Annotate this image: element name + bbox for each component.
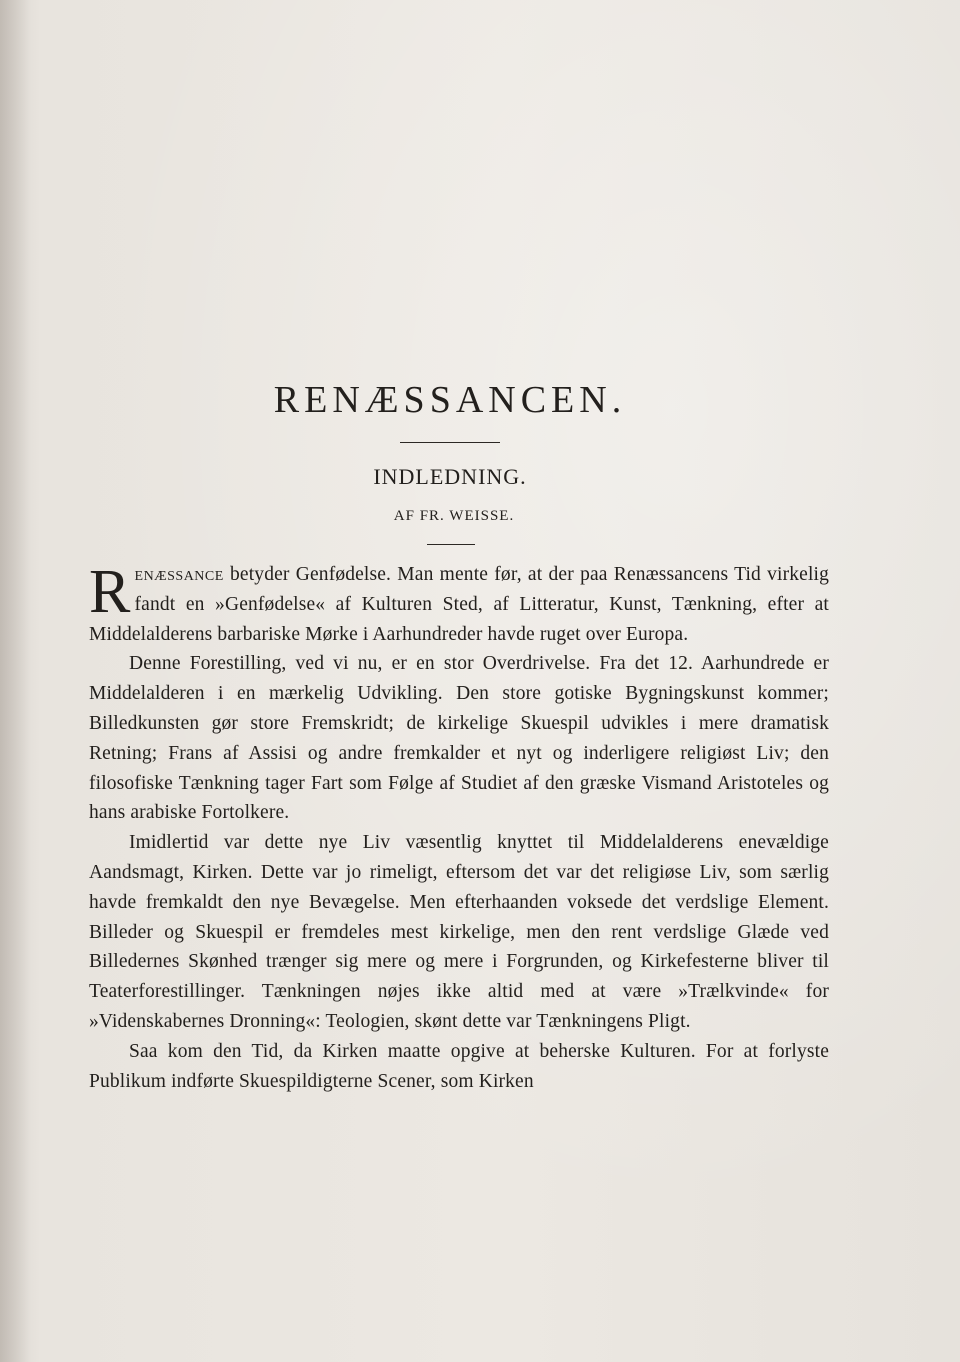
section-subtitle: INDLEDNING. — [373, 464, 527, 489]
author-line: AF FR. WEISSE. — [393, 508, 515, 524]
paragraph-1 — [89, 560, 829, 649]
body-text — [89, 560, 829, 1096]
chapter-title: RENÆSSANCEN. — [273, 379, 627, 421]
title-divider — [400, 442, 500, 443]
paragraph-4: Saa kom den Tid, da Kirken maatte opgive at beherske Kulturen. For at forlyste Publikum indførte Skuespildigterne Scener, som Kirken — [89, 1040, 829, 1092]
page-spine-shadow — [0, 0, 30, 1362]
author-divider — [427, 544, 475, 545]
drop-cap: R — [89, 558, 131, 626]
paragraph-1-text: betyder Genfødelse. Man mente før, at der paa Renæssancens Tid virkelig fandt en »Genfødelse« af Kulturen Sted, af Litteratur, Kunst, Tænkning, efter at Middelalderens barbariske Mørke i Aarhundreder havde ruget over Europa. — [89, 564, 829, 645]
lead-word: enæssance — [134, 564, 224, 585]
paragraph-3: Imidlertid var dette nye Liv væsentlig knyttet til Middelalderens enevældige Aandsmagt, Kirken. Dette var jo rimeligt, eftersom det var det religiøse Liv, som særlig havde fremkaldt den nye Bevægelse. Men efterhaanden voksede det verdslige Element. Billeder og Skuespil er fremdeles mest kirkelige, men den rent verdslige Glæde ved Billedernes Skønhed trænger sig mere og mere i Forgrunden, og Kirkefesterne bliver til Teaterforestillinger. Tænkningen nøjes ikke altid med at være »Trælkvinde« for »Videnskabernes Dronning«: Teologien, skønt dette var Tænkningens Pligt. — [89, 832, 829, 1032]
paragraph-2: Denne Forestilling, ved vi nu, er en stor Overdrivelse. Fra det 12. Aarhundrede er Middelalderen i en mærkelig Udvikling. Den store gotiske Bygningskunst kommer; Billedkunsten gør store Fremskridt; de kirkelige Skuespil udvikles i mere dramatisk Retning; Frans af Assisi og andre fremkalder et nyt og inderligere religiøst Liv; den filosofiske Tænkning tager Fart som Følge af Studiet af den græske Vismand Aristoteles og hans arabiske Fortolkere. — [89, 653, 829, 824]
